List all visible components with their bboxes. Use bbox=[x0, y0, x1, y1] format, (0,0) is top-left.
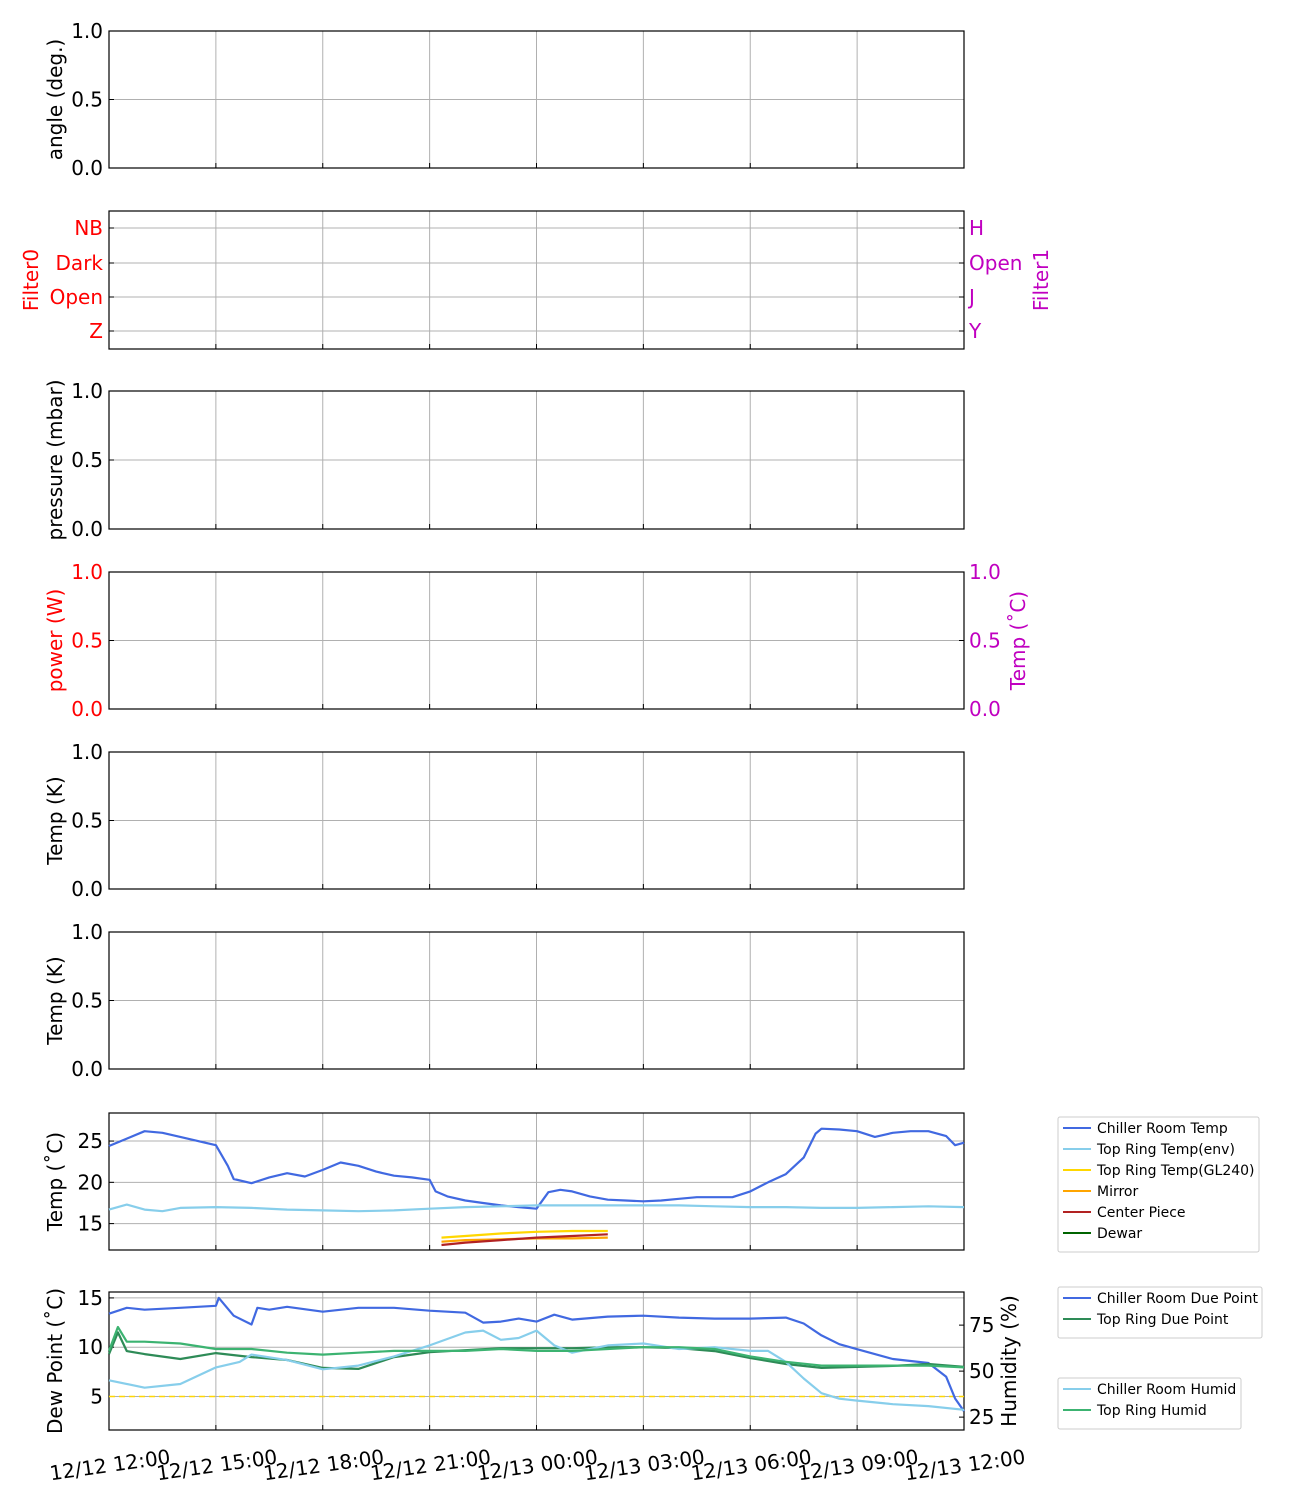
y-tick-label: Open bbox=[49, 285, 103, 309]
legend-label: Mirror bbox=[1097, 1184, 1139, 1200]
legend-temp bbox=[1058, 1117, 1259, 1252]
y-tick-label: 0.5 bbox=[71, 628, 103, 653]
x-tick-label: 12/12 18:00 bbox=[261, 1444, 386, 1486]
y-tick-label: 0.0 bbox=[71, 156, 103, 180]
y-tick-label: 1.0 bbox=[71, 560, 103, 584]
y-tick-label: 10 bbox=[77, 1335, 103, 1360]
y-tick-label-right: H bbox=[969, 216, 985, 240]
y-tick-label-right: 50 bbox=[969, 1359, 995, 1384]
y-tick-label: 1.0 bbox=[71, 740, 103, 764]
y-tick-label-right: J bbox=[969, 285, 975, 309]
panel-dew bbox=[43, 1286, 1021, 1434]
x-tick-label: 12/13 03:00 bbox=[582, 1444, 707, 1486]
legend-label: Chiller Room Temp bbox=[1097, 1121, 1228, 1137]
y-tick-label: 0.0 bbox=[71, 697, 103, 721]
legend-label: Chiller Room Humid bbox=[1097, 1382, 1237, 1398]
legend-humidity bbox=[1058, 1378, 1241, 1429]
y-tick-label: 0.0 bbox=[71, 877, 103, 901]
y-tick-label: 15 bbox=[77, 1285, 103, 1310]
y-tick-label: 0.5 bbox=[71, 808, 103, 833]
y-axis-label: angle (deg.) bbox=[43, 38, 67, 161]
legend-label: Top Ring Humid bbox=[1097, 1403, 1207, 1419]
y-tick-label: 0.5 bbox=[71, 87, 103, 112]
y-tick-label-right: 0.5 bbox=[969, 628, 1001, 653]
y-tick-label: 5 bbox=[90, 1384, 103, 1409]
x-tick-label: 12/13 06:00 bbox=[689, 1444, 814, 1486]
y-axis-label: power (W) bbox=[43, 588, 67, 693]
y-tick-label-right: 25 bbox=[969, 1405, 995, 1430]
y-axis-label: Dew Point (˚C) bbox=[43, 1287, 67, 1435]
x-tick-label: 12/12 12:00 bbox=[48, 1444, 172, 1486]
y-axis-label-right: Humidity (%) bbox=[997, 1295, 1021, 1427]
legend-label: Top Ring Temp(env) bbox=[1097, 1142, 1235, 1158]
y-axis-label-right: Temp (˚C) bbox=[1006, 590, 1030, 691]
panel-tempk2 bbox=[43, 920, 964, 1081]
y-tick-label-right: Open bbox=[969, 251, 1023, 275]
panel-filter bbox=[19, 211, 1053, 349]
panel-pressure bbox=[43, 379, 964, 541]
legend-label: Top Ring Temp(GL240) bbox=[1097, 1163, 1255, 1179]
y-axis-label: Filter0 bbox=[19, 248, 43, 312]
y-tick-label: 1.0 bbox=[71, 19, 103, 43]
y-tick-label: 0.0 bbox=[71, 1057, 103, 1081]
legend-label: Center Piece bbox=[1097, 1205, 1186, 1221]
y-axis-label: Temp (˚C) bbox=[43, 1131, 67, 1232]
legend-label: Top Ring Due Point bbox=[1097, 1312, 1229, 1328]
y-tick-label-right: 0.0 bbox=[969, 697, 1001, 721]
y-tick-label: Dark bbox=[55, 251, 103, 275]
x-tick-label: 12/13 12:00 bbox=[903, 1444, 1027, 1486]
y-tick-label: NB bbox=[74, 216, 103, 240]
y-tick-label: 15 bbox=[77, 1211, 103, 1236]
x-tick-label: 12/12 21:00 bbox=[368, 1444, 493, 1486]
y-tick-label-right: 1.0 bbox=[969, 560, 1001, 584]
y-tick-label: 0.5 bbox=[71, 988, 103, 1013]
y-axis-label: Temp (K) bbox=[43, 956, 67, 1045]
x-tick-label: 12/13 09:00 bbox=[796, 1444, 920, 1486]
x-tick-label: 12/12 15:00 bbox=[154, 1444, 279, 1486]
y-tick-label: 0.5 bbox=[71, 448, 103, 472]
y-axis-label: Temp (K) bbox=[43, 776, 67, 865]
legend-label: Dewar bbox=[1097, 1226, 1143, 1242]
y-tick-label: 20 bbox=[77, 1170, 103, 1195]
legend-dewpoint bbox=[1058, 1287, 1262, 1338]
y-tick-label-right: 75 bbox=[969, 1313, 995, 1338]
y-axis-label-right: Filter1 bbox=[1029, 248, 1053, 312]
y-tick-label: 25 bbox=[77, 1129, 103, 1154]
x-tick-label: 12/13 00:00 bbox=[475, 1444, 600, 1486]
panel-tempc bbox=[43, 1113, 964, 1250]
y-tick-label: 0.0 bbox=[71, 517, 103, 541]
y-axis-label: pressure (mbar) bbox=[43, 379, 67, 541]
y-tick-label: Z bbox=[89, 319, 103, 343]
y-tick-label: 1.0 bbox=[71, 379, 103, 403]
panel-power bbox=[43, 560, 1030, 721]
legend-box bbox=[1058, 1117, 1259, 1252]
y-tick-label-right: Y bbox=[969, 319, 982, 343]
panel-angle bbox=[43, 19, 964, 180]
y-tick-label: 1.0 bbox=[71, 920, 103, 944]
legend-label: Chiller Room Due Point bbox=[1097, 1291, 1258, 1307]
series-line bbox=[442, 1231, 608, 1238]
panel-tempk1 bbox=[43, 740, 964, 901]
